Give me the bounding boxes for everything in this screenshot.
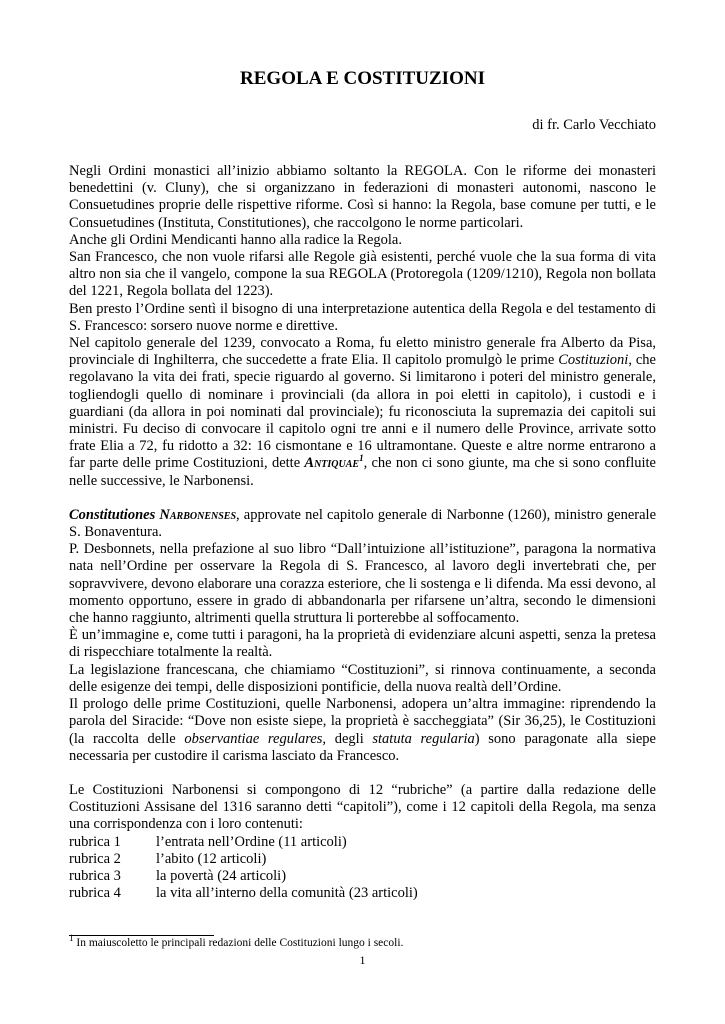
rubric-text: l’entrata nell’Ordine (11 articoli) xyxy=(156,833,347,850)
text-run: , che non ci sono giunte, ma che si sono confluite nelle successive, le Narbonensi. xyxy=(69,455,656,489)
paragraph: È un’immagine e, come tutti i paragoni, ha la proprietà di evidenziare alcuni aspetti, senza la pretesa di rispecchiare totalmente la realtà. xyxy=(69,627,656,661)
document-title: REGOLA E COSTITUZIONI xyxy=(240,68,485,89)
italic-run: statuta regularia xyxy=(372,730,475,747)
smallcaps-run: Narbonenses xyxy=(159,506,237,523)
paragraph xyxy=(69,335,656,490)
rubric-row xyxy=(69,885,656,902)
page-number: 1 xyxy=(359,953,366,967)
rubric-row xyxy=(69,834,656,851)
paragraph: La legislazione francescana, che chiamiamo “Costituzioni”, si rinnova continuamente, a seconda delle esigenze dei tempi, delle disposizioni pontificie, della nuova realtà dell’Ordine. xyxy=(69,661,656,695)
rubric-key: rubrica 3 xyxy=(69,867,121,884)
rubric-text: l’abito (12 articoli) xyxy=(156,850,267,867)
italic-run: Costituzioni xyxy=(558,352,629,369)
paragraph xyxy=(69,507,656,541)
text-run: Nel capitolo generale del 1239, convocato a Roma, fu eletto ministro generale fra Alberto da Pisa, provinciale di Inghilterra, che succedette a frate Elia. Il capitolo promulgò le prime xyxy=(69,335,656,369)
rubric-text: la vita all’interno della comunità (23 articoli) xyxy=(156,885,418,902)
paragraph: P. Desbonnets, nella prefazione al suo libro “Dall’intuizione all’istituzione”, paragona la normativa nata nell’Ordine per osservare la Regola di S. Francesco, al lavoro degli invertebrati che, per sopravvivere, devono elaborare una corazza esteriore, che li sostenga e li difenda. Ma essi devono, al momento opportuno, essere in grado di abbandonarla per rifarsene un’altra, secondo le dimensioni che hanno raggiunto, altrimenti quella struttura li porterebbe al soffocamento. xyxy=(69,541,656,627)
italic-run: observantiae regulares, xyxy=(184,730,327,747)
text-run: , approvate nel capitolo generale di Narbonne (1260), ministro generale S. Bonaventura. xyxy=(69,506,657,541)
rubric-key: rubrica 2 xyxy=(69,850,121,867)
bold-italic-run: Constitutiones xyxy=(69,506,160,523)
smallcaps-run: Antiquae xyxy=(304,455,360,472)
author-line: di fr. Carlo Vecchiato xyxy=(532,117,656,133)
rubric-text: la povertà (24 articoli) xyxy=(156,867,287,884)
footnote-mark: 1 xyxy=(69,933,74,944)
footnote-ref[interactable]: 1 xyxy=(359,453,364,464)
paragraph: Negli Ordini monastici all’inizio abbiamo soltanto la REGOLA. Con le riforme dei monasteri benedettini (v. Cluny), che si organizzano in federazioni di monasteri autonomi, nascono le Consuetudines proprie delle rispettive riforme. Così si hanno: la Regola, base comune per tutti, e le Consuetudines (Instituta, Constitutiones), che raccolgono le norme particolari. xyxy=(69,163,656,231)
footnote-divider xyxy=(69,935,214,936)
rubric-key: rubrica 4 xyxy=(69,885,121,902)
text-run: , che regolavano la vita dei frati, specie riguardo al governo. Si limitarono i poteri del ministro generale, togliendogli quello di nominare i provinciali (da allora in poi eletti in capitolo), i custodi e i guardiani (da allora in poi nominati dal provinciale); fu riconosciuta la supremazia dei capitoli sui ministri. Fu deciso di convocare il capitolo ogni tre anni e il numero delle Province, arrivate sotto frate Elia a 72, fu ridotto a 32: 16 cismontane e 16 ultramontane. Queste e altre norme entrarono a far parte delle prime Costituzioni, dette xyxy=(69,352,656,472)
text-run: Il prologo delle prime Costituzioni, quelle Narbonensi, adopera un’altra immagine: riprendendo la parola del Siracide: “Dove non esiste siepe, la proprietà è saccheggiata” (Sir 36,25), le Costituzioni (la raccolta delle xyxy=(69,696,656,747)
footnote-text: In maiuscoletto le principali redazioni delle Costituzioni lungo i secoli. xyxy=(73,937,404,949)
paragraph: Ben presto l’Ordine sentì il bisogno di una interpretazione autentica della Regola e del testamento di S. Francesco: sorsero nuove norme e direttive. xyxy=(69,300,656,334)
document-body xyxy=(69,163,656,902)
text-run: degli xyxy=(326,730,373,747)
paragraph xyxy=(69,696,656,765)
text-run: ) sono paragonate alla siepe necessaria per custodire il carisma lasciato da Francesco. xyxy=(69,730,656,764)
rubric-key: rubrica 1 xyxy=(69,833,121,850)
paragraph: Anche gli Ordini Mendicanti hanno alla radice la Regola. xyxy=(69,231,402,248)
paragraph: Le Costituzioni Narbonensi si compongono di 12 “rubriche” (a partire dalla redazione delle Costituzioni Assisane del 1316 saranno detti “capitoli”), come i 12 capitoli della Regola, ma senza una corrispondenza con i loro contenuti: xyxy=(69,781,656,833)
footnote xyxy=(69,933,404,949)
rubric-row xyxy=(69,851,656,868)
paragraph: San Francesco, che non vuole rifarsi alle Regole già esistenti, perché vuole che la sua forma di vita altro non sia che il vangelo, compone la sua REGOLA (Protoregola (1209/1210), Regola non bollata del 1221, Regola bollata del 1223). xyxy=(69,249,656,300)
rubric-row xyxy=(69,868,656,885)
